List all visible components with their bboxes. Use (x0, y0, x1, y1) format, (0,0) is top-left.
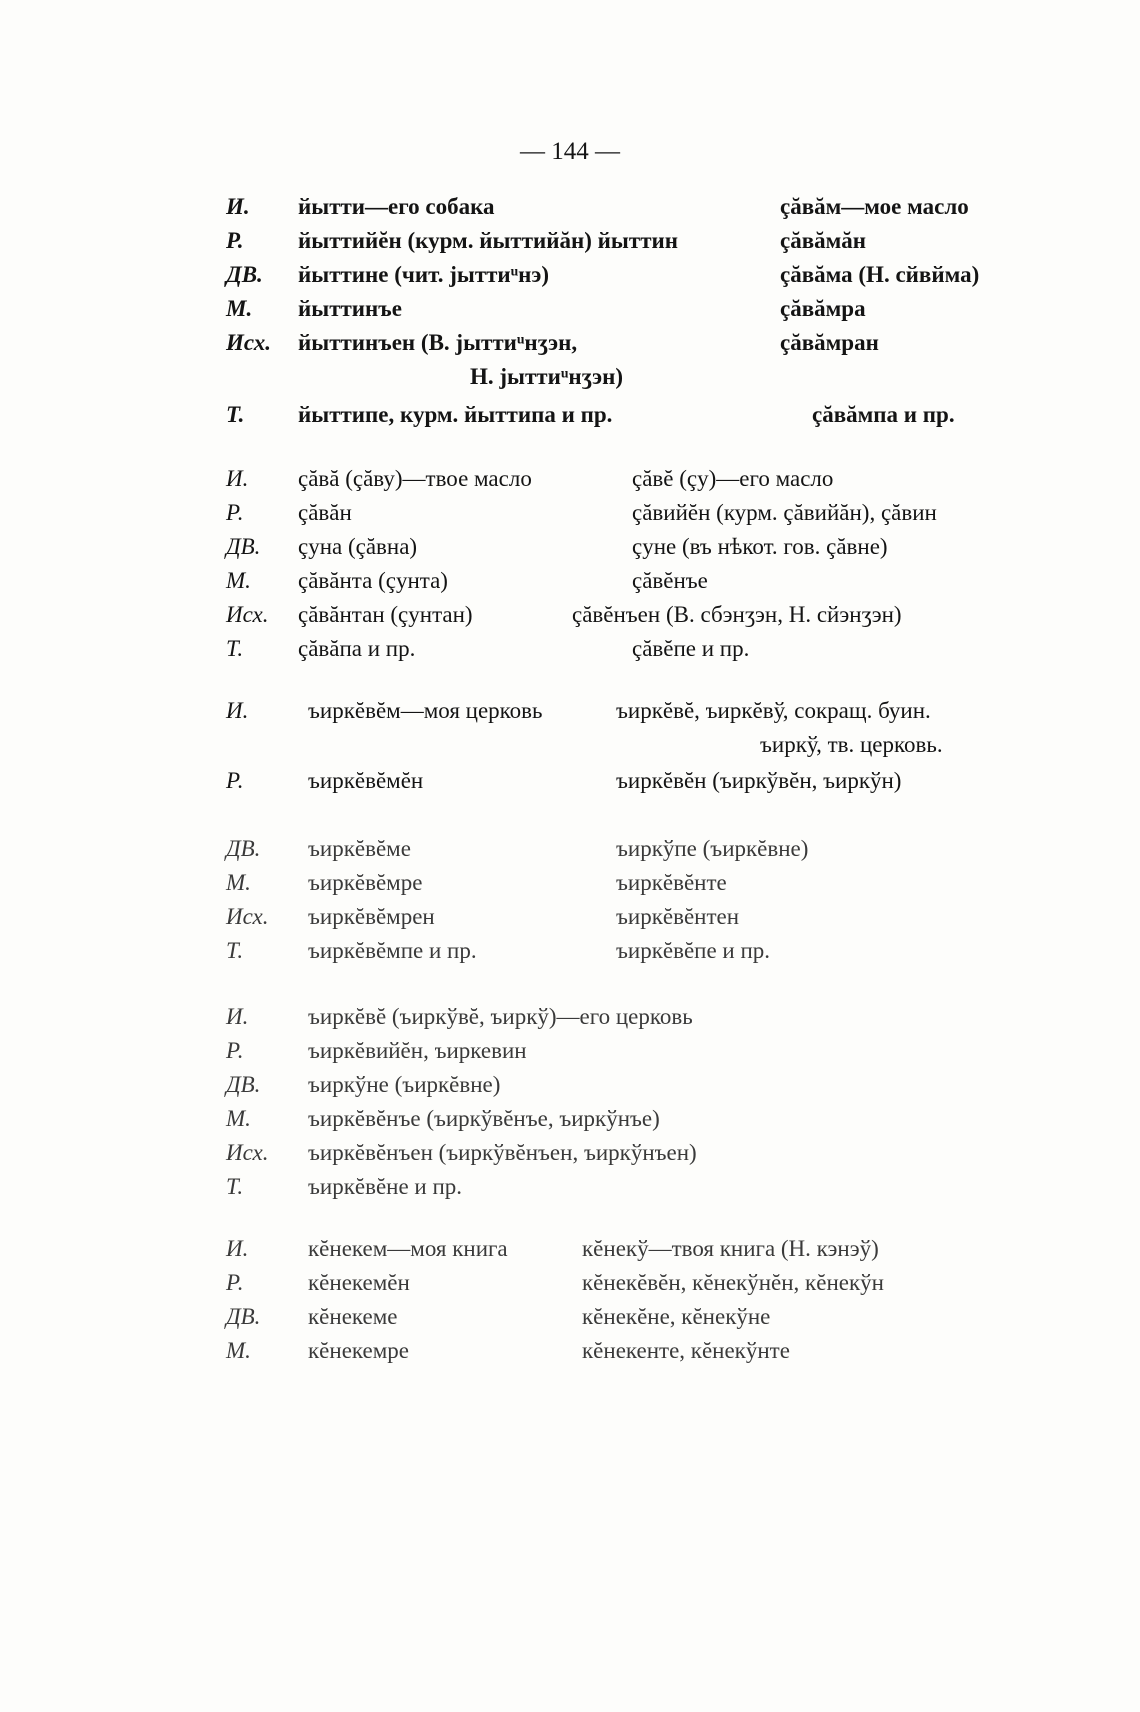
form-b: çăвăмран (780, 330, 879, 355)
table-row (0, 228, 1140, 262)
case-label: ДВ. (226, 1072, 261, 1097)
table-row (0, 1270, 1140, 1304)
case-label: М. (226, 568, 251, 593)
case-label: ДВ. (226, 1304, 261, 1329)
case-label: Исх. (226, 330, 272, 355)
form-a: ъиркĕвĕм—моя церковь (308, 698, 543, 723)
table-row (0, 698, 1140, 732)
table-row (0, 602, 1140, 636)
form-b: çăвĕ (çу)—его масло (632, 466, 834, 491)
case-label: Р. (226, 1038, 244, 1063)
case-label: Р. (226, 1270, 244, 1295)
table-row (0, 904, 1140, 938)
table-row (0, 1106, 1140, 1140)
table-row (0, 364, 1140, 398)
form-a: йытти—его собака (298, 194, 495, 219)
form-b: çăвĕпе и пр. (632, 636, 750, 661)
case-label: Исх. (226, 602, 269, 627)
table-row (0, 262, 1140, 296)
table-row (0, 1038, 1140, 1072)
case-label: Т. (226, 636, 244, 661)
form-b: çăвийĕн (курм. çăвийăн), çăвин (632, 500, 937, 525)
form-a: йыттипе, курм. йыттипа и пр. (298, 402, 613, 427)
form-a: çăвăпа и пр. (298, 636, 416, 661)
case-label: И. (226, 194, 250, 219)
form-a: кĕнекемĕн (308, 1270, 410, 1295)
form-a: ъиркĕвĕ (ъиркўвĕ, ъиркў)—его церковь (308, 1004, 693, 1029)
form-a: çуна (çăвна) (298, 534, 418, 559)
form-a: кĕнекем—моя книга (308, 1236, 508, 1261)
table-row (0, 636, 1140, 670)
form-a: ъиркĕвĕнъен (ъиркўвĕнъен, ъиркўнъен) (308, 1140, 697, 1165)
table-row (0, 568, 1140, 602)
form-b: ъиркĕвĕнте (616, 870, 727, 895)
form-a: ъиркĕвийĕн, ъиркевин (308, 1038, 527, 1063)
table-row (0, 768, 1140, 802)
case-label: ДВ. (226, 534, 261, 559)
case-label: Т. (226, 402, 245, 427)
case-label: М. (226, 296, 253, 321)
case-label: Т. (226, 1174, 244, 1199)
form-b: ъиркĕвĕпе и пр. (616, 938, 771, 963)
table-row (0, 1338, 1140, 1372)
form-a: ъиркĕвĕме (308, 836, 411, 861)
table-row (0, 194, 1140, 228)
form-a: ъиркĕвĕнъе (ъиркўвĕнъе, ъиркўнъе) (308, 1106, 660, 1131)
table-row (0, 534, 1140, 568)
form-a: кĕнекеме (308, 1304, 398, 1329)
form-a: ъиркўне (ъиркĕвне) (308, 1072, 501, 1097)
case-label: М. (226, 1106, 251, 1131)
form-b: çăвăмăн (780, 228, 867, 253)
case-label: И. (226, 698, 249, 723)
form-b: çăвăмпа и пр. (812, 402, 955, 427)
case-label: М. (226, 870, 251, 895)
form-a: çăвă (çăву)—твое масло (298, 466, 532, 491)
case-label: ДВ. (226, 262, 263, 287)
case-label: И. (226, 1004, 249, 1029)
form-b: кĕнекў—твоя книга (Н. кэнэў) (582, 1236, 879, 1261)
form-a: ъиркĕвĕмпе и пр. (308, 938, 477, 963)
case-label: Р. (226, 228, 244, 253)
form-b: кĕнекĕвĕн, кĕнекўнĕн, кĕнекўн (582, 1270, 884, 1295)
case-label: Исх. (226, 904, 269, 929)
case-label: Т. (226, 938, 244, 963)
table-row (0, 732, 1140, 766)
form-a: ъиркĕвĕмре (308, 870, 423, 895)
table-row (0, 1174, 1140, 1208)
form-b: çăвĕнъе (632, 568, 708, 593)
form-b: ъиркўпе (ъиркĕвне) (616, 836, 809, 861)
form-a: йыттине (чит. jыттиᵘнэ) (298, 262, 550, 287)
form-b: кĕнекенте, кĕнекўнте (582, 1338, 790, 1363)
case-label: М. (226, 1338, 251, 1363)
table-row (0, 1072, 1140, 1106)
form-b: ъиркў, тв. церковь. (760, 732, 943, 757)
case-label: Р. (226, 768, 244, 793)
form-a: ъиркĕвĕмрен (308, 904, 435, 929)
form-b: çăвĕнъен (В. сбэнʒэн, Н. сйэнʒэн) (572, 602, 902, 627)
form-a: çăвăнта (çунта) (298, 568, 448, 593)
case-label: ДВ. (226, 836, 261, 861)
form-a: ъиркĕвĕмĕн (308, 768, 424, 793)
form-a: çăвăнтан (çунтан) (298, 602, 473, 627)
case-label: Исх. (226, 1140, 269, 1165)
form-b: кĕнекĕне, кĕнекўне (582, 1304, 771, 1329)
table-row (0, 1140, 1140, 1174)
form-b: ъиркĕвĕ, ъиркĕвў, сокращ. буин. (616, 698, 931, 723)
form-a: йыттинъен (В. jыттиᵘнʒэн, (298, 330, 578, 355)
case-label: И. (226, 1236, 249, 1261)
form-a: кĕнекемре (308, 1338, 409, 1363)
form-b: ъиркĕвĕн (ъиркўвĕн, ъиркўн) (616, 768, 902, 793)
table-row (0, 402, 1140, 436)
table-row (0, 466, 1140, 500)
table-row (0, 870, 1140, 904)
form-a: йыттинъе (298, 296, 402, 321)
table-row (0, 938, 1140, 972)
page-number: — 144 — (520, 138, 620, 165)
table-row (0, 330, 1140, 364)
case-label: И. (226, 466, 249, 491)
form-a: йыттийĕн (курм. йыттийăн) йыттин (298, 228, 678, 253)
form-b: ъиркĕвĕнтен (616, 904, 740, 929)
table-row (0, 1004, 1140, 1038)
form-b: çăвăма (Н. сйвйма) (780, 262, 980, 287)
table-row (0, 500, 1140, 534)
form-b: çăвăмра (780, 296, 866, 321)
form-a: çăвăн (298, 500, 352, 525)
form-a: ъиркĕвĕне и пр. (308, 1174, 463, 1199)
table-row (0, 296, 1140, 330)
form-a: Н. jыттиᵘнʒэн) (470, 364, 623, 389)
case-label: Р. (226, 500, 244, 525)
form-b: çăвăм—мое масло (780, 194, 969, 219)
table-row (0, 1236, 1140, 1270)
table-row (0, 1304, 1140, 1338)
form-b: çуне (въ нѣкот. гов. çăвне) (632, 534, 888, 559)
table-row (0, 836, 1140, 870)
